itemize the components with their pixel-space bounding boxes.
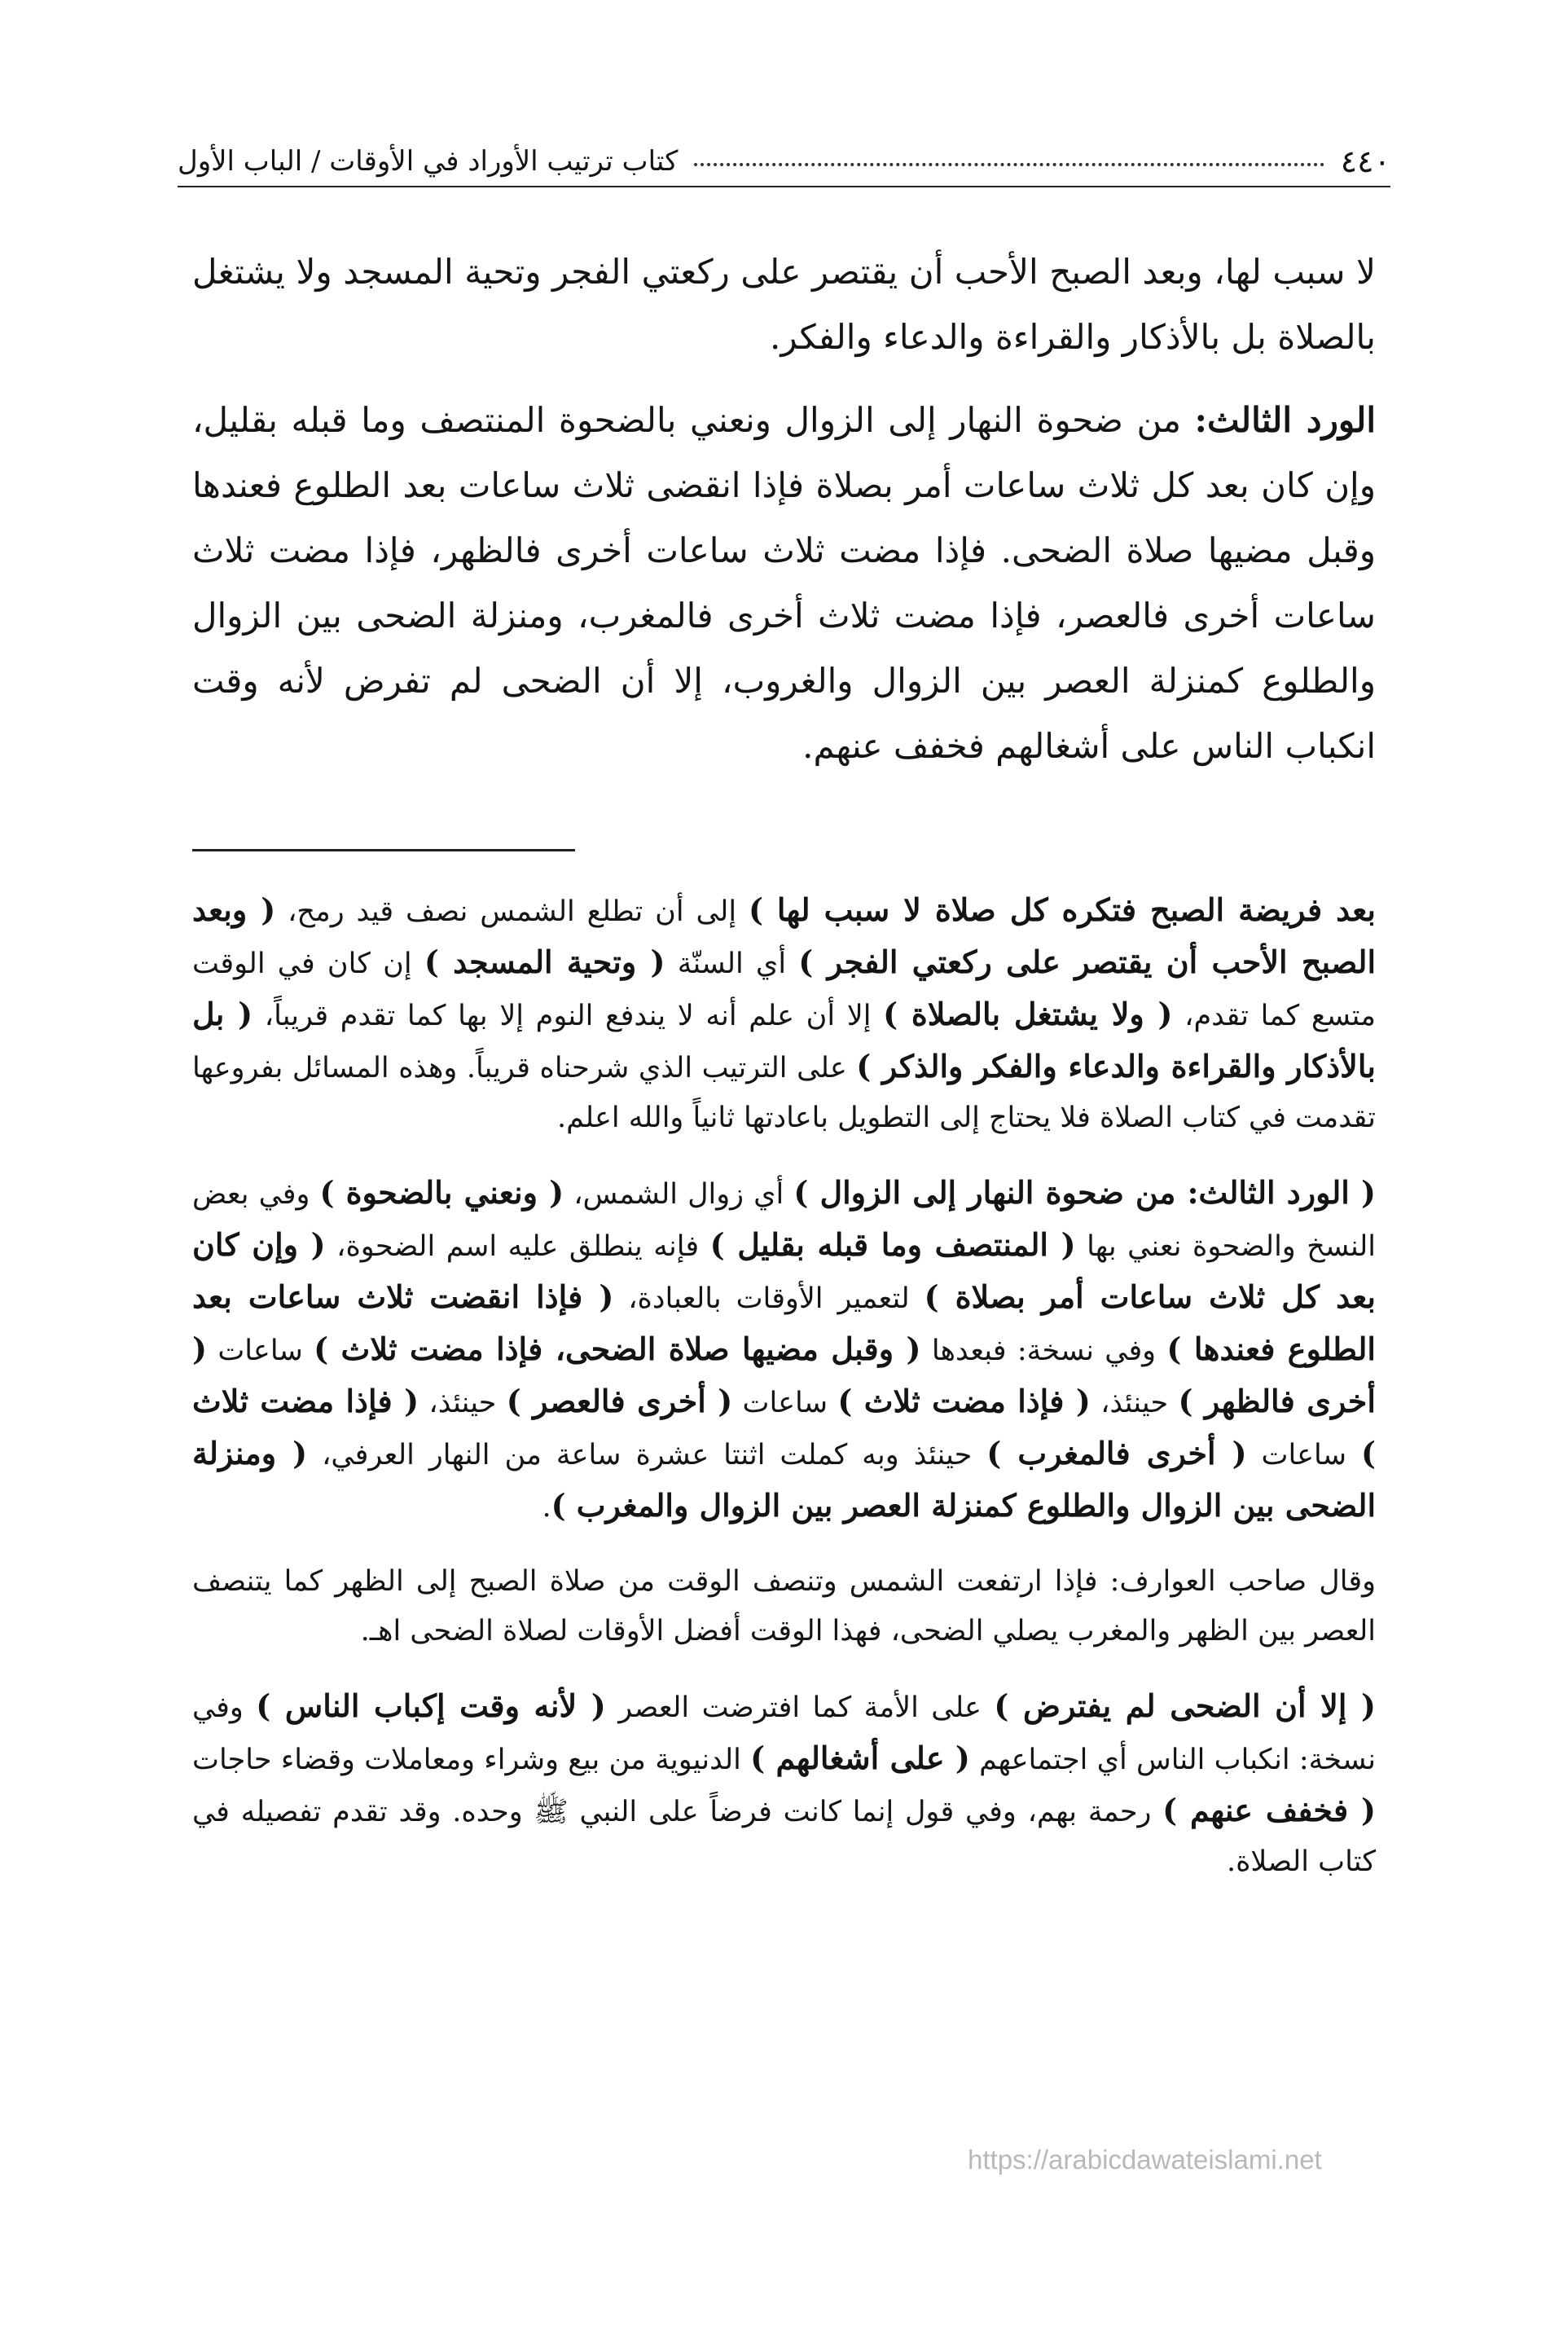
commentary-paragraph-2	[192, 1168, 1376, 1533]
commentary-text: أي زوال الشمس،	[564, 1178, 794, 1211]
quoted-text: ( فإذا مضت ثلاث )	[192, 1383, 1376, 1471]
commentary-text: وفي نسخة: فبعدها	[920, 1335, 1167, 1367]
commentary-text: إلى أن تطلع الشمس نصف قيد رمح،	[275, 895, 749, 928]
commentary-text: أي السنّة	[665, 948, 799, 980]
quoted-text: ( فإذا انقضت ثلاث ساعات بعد الطلوع فعندها )	[192, 1278, 1376, 1367]
quoted-text: ( ومنزلة الضحى بين الزوال والطلوع كمنزلة العصر بين الزوال والمغرب )	[192, 1435, 1376, 1524]
chapter-title: كتاب ترتيب الأوراد في الأوقات / الباب الأول	[178, 145, 679, 178]
main-paragraph-2-text: من ضحوة النهار إلى الزوال ونعني بالضحوة المنتصف وما قبله بقليل، وإن كان بعد كل ثلاث ساعات أمر بصلاة فإذا انقضى ثلاث ساعات بعد الطلوع فعندها وقبل مضيها صلاة الضحى. فإذا مضت ثلاث ساعات أخرى فالظهر، فإذا مضت ثلاث ساعات أخرى فالعصر، فإذا مضت ثلاث أخرى فالمغرب، ومنزلة الضحى بين الزوال والطلوع كمنزلة العصر بين الزوال والغروب، إلا أن الضحى لم تفرض لأنه وقت انكباب الناس على أشغالهم فخفف عنهم.	[192, 400, 1376, 766]
quoted-text: ( أخرى فالظهر )	[192, 1331, 1376, 1419]
quoted-text: ( ونعني بالضحوة )	[319, 1174, 564, 1211]
commentary	[192, 885, 1376, 1887]
header-dot-leader	[694, 163, 1324, 166]
quoted-text: ( ولا يشتغل بالصلاة )	[883, 996, 1173, 1032]
commentary-text: فإنه ينطلق عليه اسم الضحوة،	[325, 1230, 710, 1263]
quoted-text: ( لأنه وقت إكباب الناس )	[256, 1687, 606, 1724]
quoted-text: ( المنتصف وما قبله بقليل )	[709, 1226, 1076, 1263]
commentary-text: على الترتيب الذي شرحناه قريباً. وهذه المسائل بفروعها تقدمت في كتاب الصلاة فلا يحتاج إلى التطويل باعادتها ثانياً والله اعلم.	[192, 1052, 1376, 1134]
quoted-text: ( فإذا مضت ثلاث )	[837, 1383, 1091, 1419]
commentary-paragraph-4	[192, 1681, 1376, 1887]
section-heading: الورد الثالث:	[1194, 400, 1377, 440]
running-header	[178, 137, 1390, 187]
commentary-text: .	[542, 1491, 551, 1524]
quoted-text: ( أخرى فالعصر )	[506, 1383, 733, 1419]
quoted-text: ( إلا أن الضحى لم يفترض )	[994, 1687, 1376, 1724]
commentary-text: وفي نسخة: انكباب الناس أي اجتماعهم	[192, 1691, 1376, 1776]
watermark-url: https://arabicdawateislami.net	[968, 2144, 1322, 2175]
commentary-text: على الأمة كما افترضت العصر	[605, 1691, 995, 1724]
commentary-text: حينئذ،	[419, 1387, 507, 1419]
commentary-text: ساعات	[1246, 1439, 1361, 1471]
footnote-separator	[192, 849, 575, 851]
quoted-text: ( وتحية المسجد )	[424, 944, 665, 980]
commentary-text: إلا أن علم أنه لا يندفع النوم إلا بها كما تقدم قريباً،	[253, 1000, 884, 1032]
commentary-text: لتعمير الأوقات بالعبادة،	[613, 1282, 925, 1315]
main-paragraph-2	[192, 388, 1376, 779]
page-number: ٤٤٠	[1340, 143, 1390, 179]
quoted-text: ( بل بالأذكار والقراءة والدعاء والفكر والذكر )	[192, 996, 1376, 1084]
commentary-text: ساعات	[732, 1387, 838, 1419]
main-text	[192, 240, 1376, 779]
commentary-text: الدنيوية من بيع وشراء ومعاملات وقضاء حاجات	[192, 1744, 751, 1776]
quoted-text: بعد فريضة الصبح فتكره كل صلاة لا سبب لها )	[748, 891, 1376, 928]
commentary-text: إن كان في الوقت متسع كما تقدم،	[192, 948, 1376, 1032]
quoted-text: ( وإن كان بعد كل ثلاث ساعات أمر بصلاة )	[192, 1226, 1376, 1315]
commentary-text: وفي بعض النسخ والضحوة نعني بها	[192, 1178, 1376, 1263]
commentary-paragraph-3: وقال صاحب العوارف: فإذا ارتفعت الشمس وتنصف الوقت من صلاة الصبح إلى الظهر كما يتنصف العصر بين الظهر والمغرب يصلي الضحى، فهذا الوقت أفضل الأوقات لصلاة الضحى اهـ.	[192, 1565, 1376, 1647]
commentary-text: حينئذ،	[1090, 1387, 1179, 1419]
quoted-text: ( فخفف عنهم )	[1162, 1792, 1376, 1828]
commentary-text: حينئذ وبه كملت اثنتا عشرة ساعة من النهار العرفي،	[307, 1439, 987, 1471]
quoted-text: ( الورد الثالث: من ضحوة النهار إلى الزوال )	[793, 1174, 1377, 1211]
quoted-text: ( أخرى فالمغرب )	[986, 1435, 1247, 1471]
main-paragraph-1: لا سبب لها، وبعد الصبح الأحب أن يقتصر على ركعتي الفجر وتحية المسجد ولا يشتغل بالصلاة بل بالأذكار والقراءة والدعاء والفكر.	[192, 252, 1376, 357]
commentary-text: ساعات	[206, 1335, 314, 1367]
quoted-text: ( على أشغالهم )	[750, 1740, 970, 1776]
quoted-text: ( وبعد الصبح الأحب أن يقتصر على ركعتي الفجر )	[192, 891, 1376, 980]
commentary-text: رحمة بهم، وفي قول إنما كانت فرضاً على النبي ﷺ وحده. وقد تقدم تفصيله في كتاب الصلاة.	[192, 1796, 1376, 1878]
commentary-paragraph-1	[192, 885, 1376, 1143]
quoted-text: ( وقبل مضيها صلاة الضحى، فإذا مضت ثلاث )	[314, 1331, 921, 1367]
